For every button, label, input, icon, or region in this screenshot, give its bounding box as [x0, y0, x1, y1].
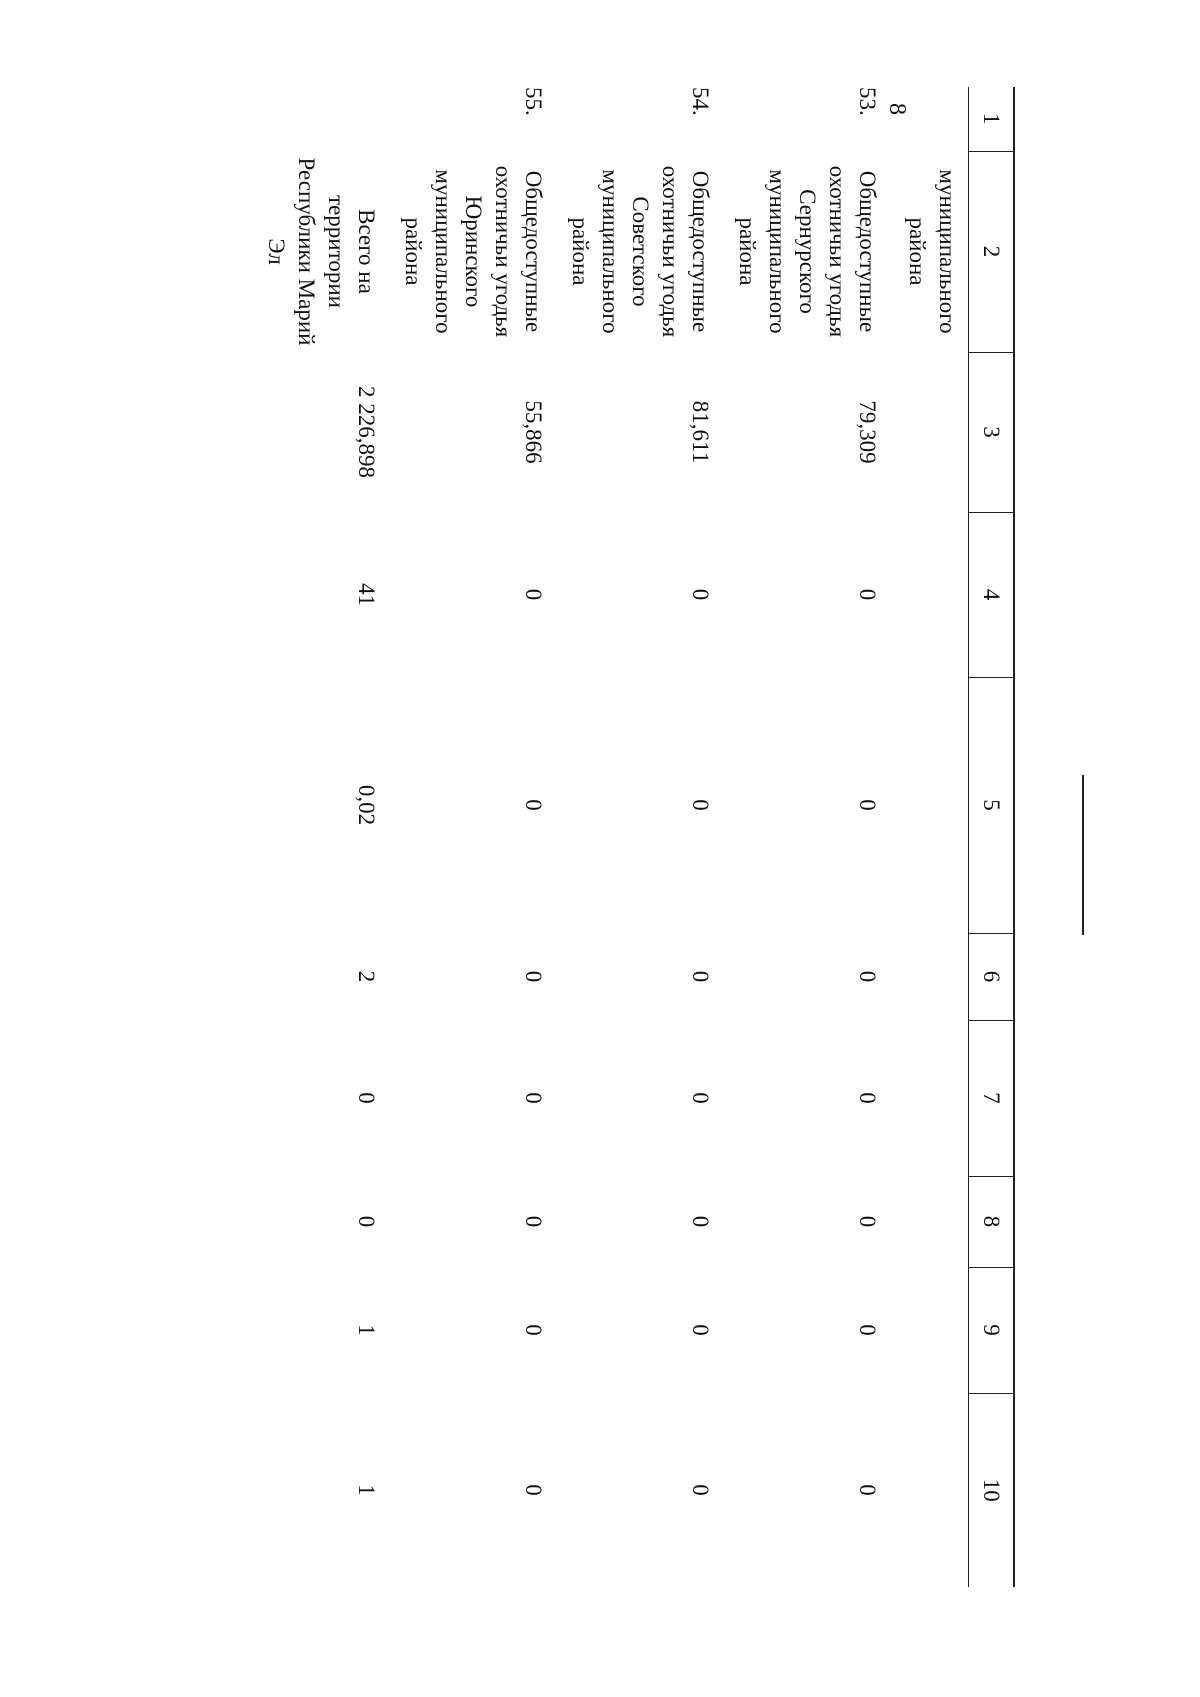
cell: 0 [855, 1092, 881, 1104]
cell: 0 [855, 1324, 881, 1336]
cell: 1 [354, 1484, 380, 1496]
cell [889, 1267, 969, 1393]
cell: 0 [521, 1215, 547, 1228]
cell: 0 [855, 799, 881, 811]
cell: 0 [521, 799, 547, 811]
cell: 0 [354, 1092, 380, 1104]
cell: 55,866 [521, 400, 547, 464]
row-number: 54. [688, 87, 714, 116]
cell: 0 [855, 1484, 881, 1496]
cell: 1 [354, 1324, 380, 1336]
column-header: 7 [969, 1020, 1015, 1176]
cell: 41 [354, 583, 380, 606]
column-header: 4 [969, 512, 1015, 677]
cell [889, 933, 969, 1020]
cell: 0,02 [354, 784, 380, 826]
table-row [388, 87, 555, 1587]
row-name: муниципального района [905, 169, 960, 334]
column-header: 3 [969, 352, 1015, 512]
column-header: 9 [969, 1267, 1015, 1393]
row-number [889, 87, 969, 151]
row-name: Общедоступные охотничьи угодья Юринского муниципального района [401, 165, 547, 338]
end-rule [1082, 775, 1084, 935]
column-header: 2 [969, 151, 1015, 352]
cell [889, 677, 969, 933]
cell: 2 [354, 970, 380, 983]
cell: 0 [855, 1215, 881, 1228]
cell: 0 [688, 1215, 714, 1228]
table-row [555, 87, 722, 1587]
cell: 0 [688, 1484, 714, 1496]
column-header: 10 [969, 1393, 1015, 1587]
row-number: 55. [521, 87, 547, 116]
cell [889, 1176, 969, 1267]
cell: 0 [521, 1092, 547, 1104]
cell [889, 1393, 969, 1587]
cell: 0 [688, 799, 714, 811]
cell: 0 [855, 588, 881, 601]
page-number: 8 [884, 103, 910, 115]
rotated-table-wrapper [190, 87, 1015, 1587]
table-row [722, 87, 889, 1587]
cell: 2 226,898 [354, 386, 380, 478]
cell: 0 [354, 1215, 380, 1228]
data-table [238, 87, 1016, 1587]
cell: 0 [521, 588, 547, 601]
cell: 0 [521, 1484, 547, 1496]
column-header: 6 [969, 933, 1015, 1020]
row-number: 53. [855, 87, 881, 116]
table-row-total [238, 87, 388, 1587]
table-row [889, 87, 969, 1587]
cell [889, 512, 969, 677]
row-name: Общедоступные охотничьи угодья Советского муниципального района [568, 165, 714, 338]
cell: 0 [855, 970, 881, 983]
cell [889, 1020, 969, 1176]
column-header: 5 [969, 677, 1015, 933]
cell: 0 [688, 1092, 714, 1104]
cell: 0 [688, 970, 714, 983]
column-header: 8 [969, 1176, 1015, 1267]
cell: 0 [688, 1324, 714, 1336]
column-header: 1 [969, 87, 1015, 151]
row-name: Общедоступные охотничьи угодья Сернурского муниципального района [735, 165, 881, 338]
row-number [238, 87, 388, 151]
table-header-row [969, 87, 1015, 1587]
cell: 0 [688, 588, 714, 601]
cell: 0 [521, 970, 547, 983]
row-name: Всего на территории Республики Марий Эл [264, 157, 380, 346]
cell: 81,611 [688, 400, 714, 464]
cell: 0 [521, 1324, 547, 1336]
cell [889, 352, 969, 512]
cell: 79,309 [855, 400, 881, 464]
